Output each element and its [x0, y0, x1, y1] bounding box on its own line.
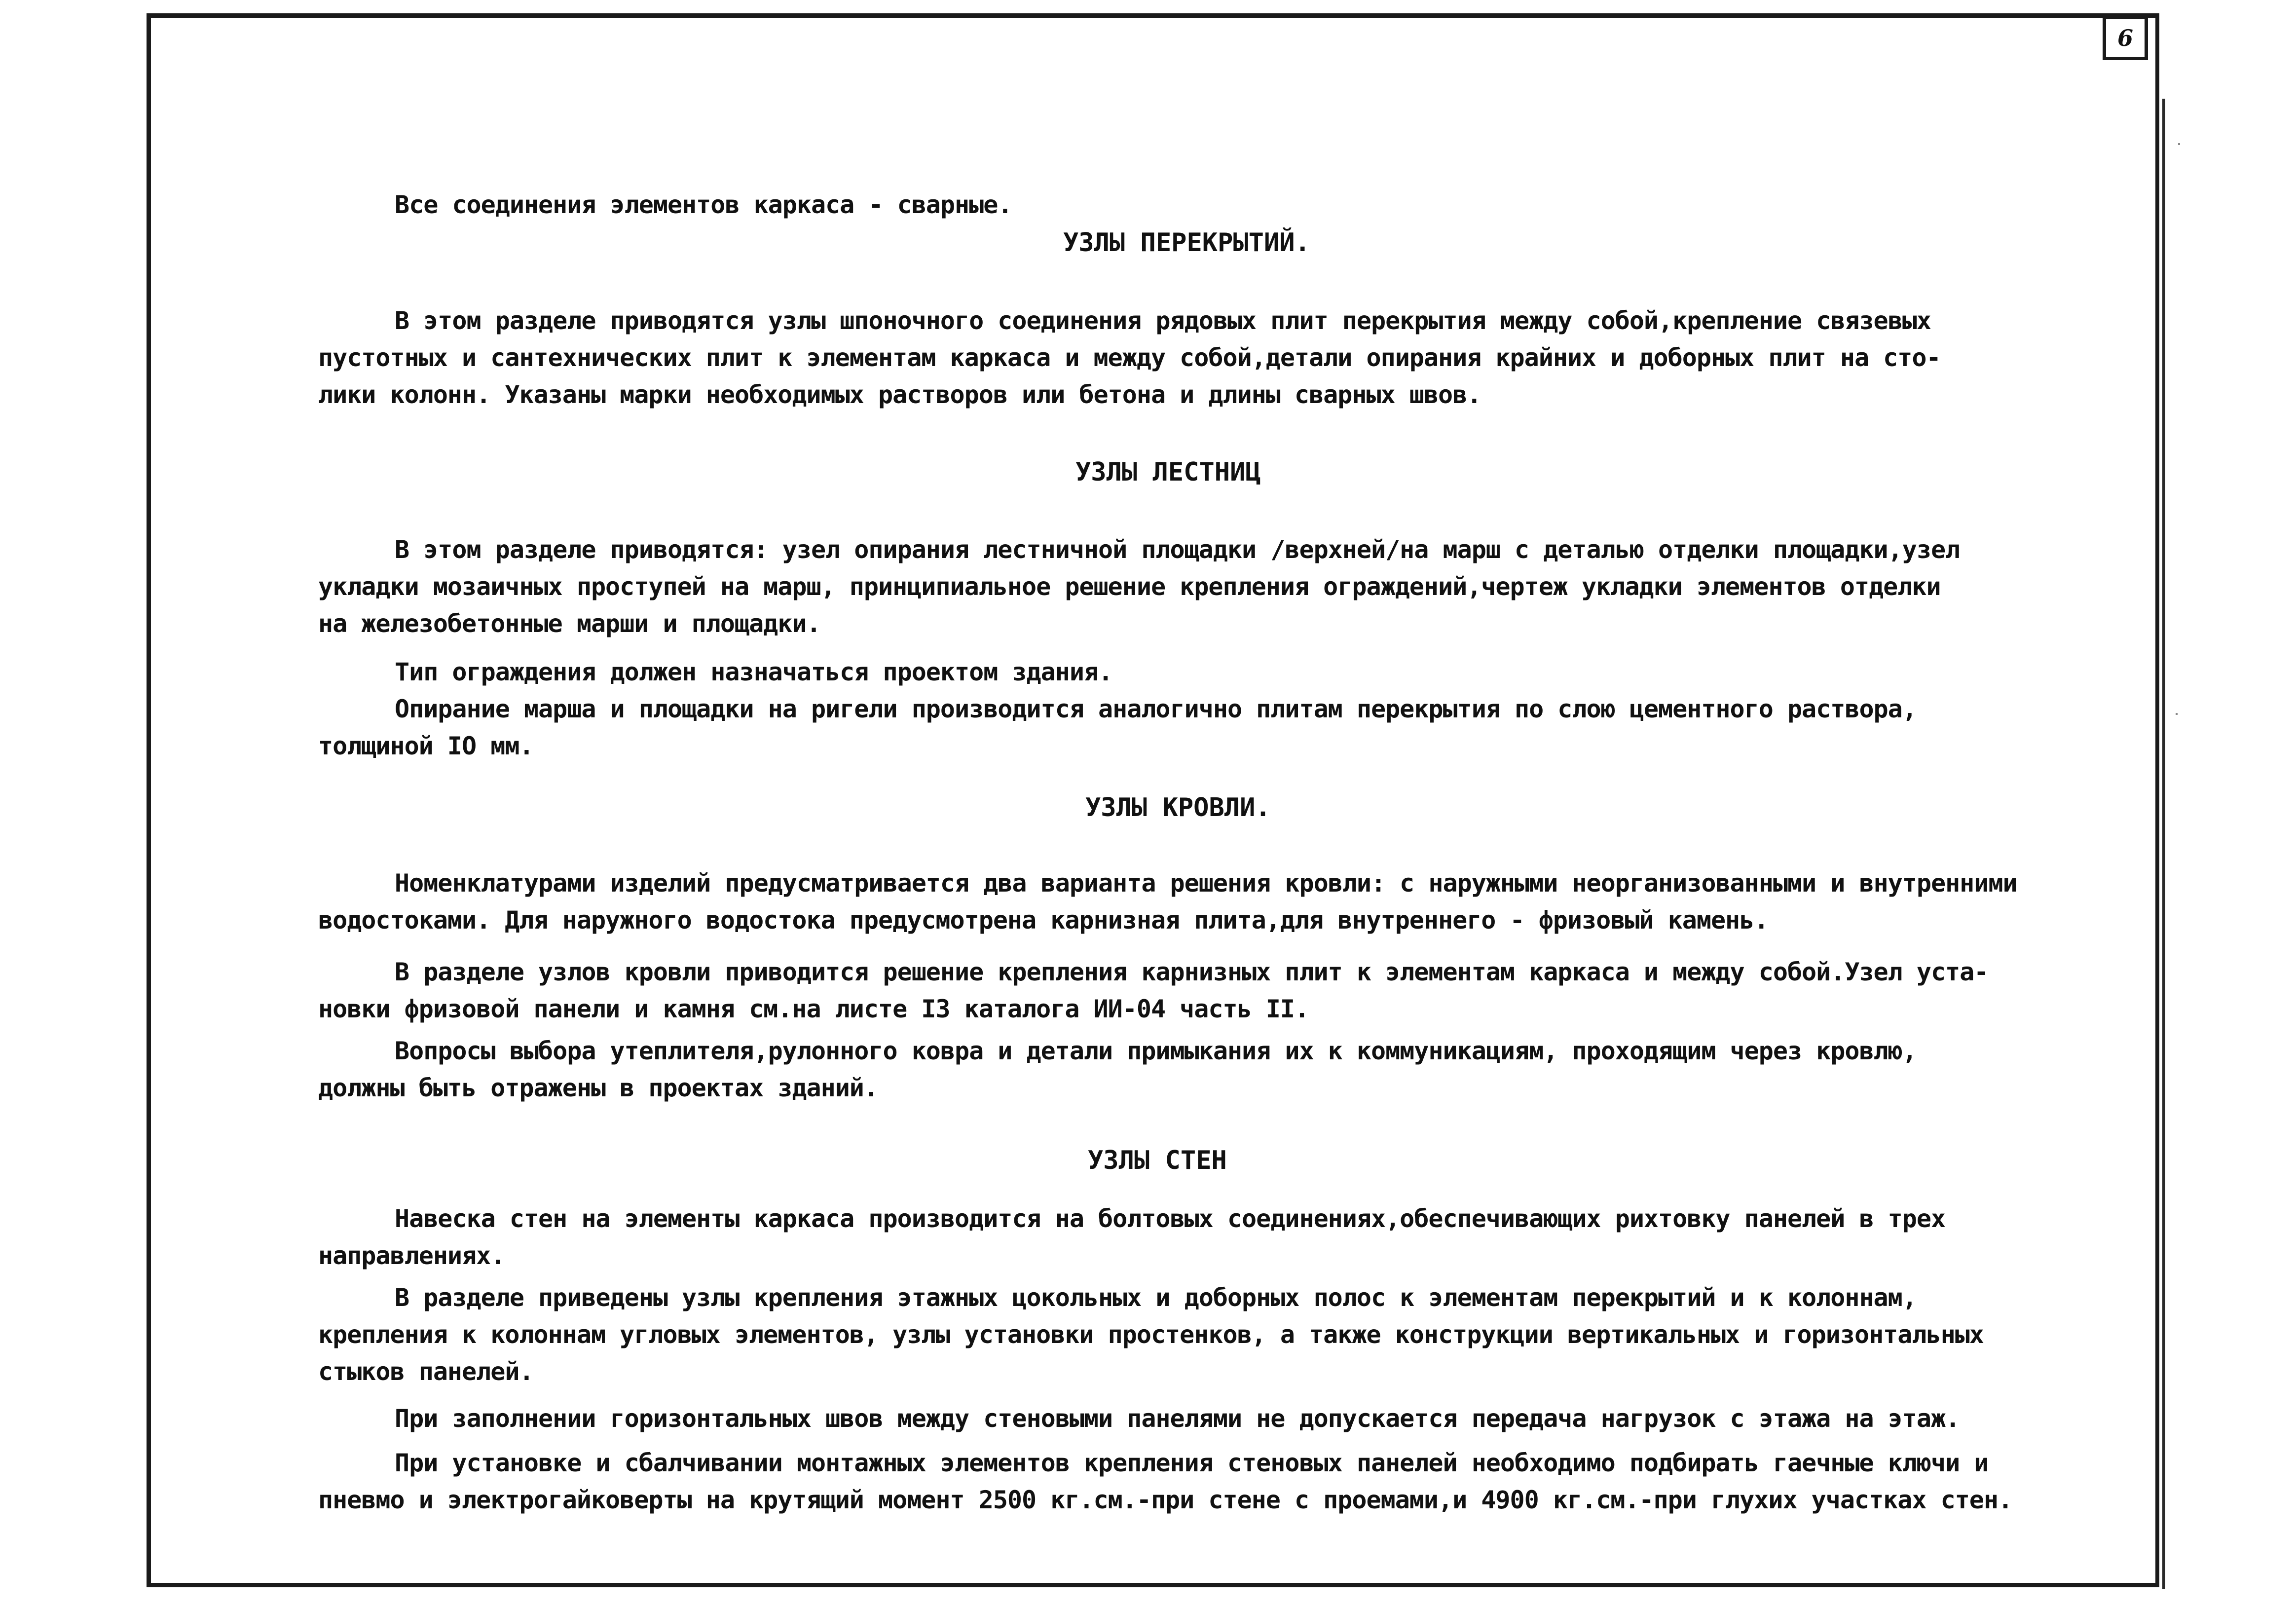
paragraph-line: Навеска стен на элементы каркаса производится на болтовых соединениях,обеспечивающих рихтовку панелей в трех — [395, 1204, 1946, 1233]
paragraph-line: пневмо и электрогайковерты на крутящий момент 2500 кг.см.-при стене с проемами,и 4900 кг.см.-при глухих участках стен. — [318, 1486, 2013, 1514]
paragraph-line: В разделе приведены узлы крепления этажных цокольных и доборных полос к элементам перекрытий и к колоннам, — [395, 1283, 1917, 1312]
stairs-paragraph-3 — [318, 691, 1917, 765]
section-heading-stairs: УЗЛЫ ЛЕСТНИЦ — [1075, 457, 1261, 487]
paragraph-line: Вопросы выбора утеплителя,рулонного ковра и детали примыкания их к коммуникациям, проходящим через кровлю, — [395, 1037, 1917, 1065]
paragraph-line: укладки мозаичных проступей на марш, принципиальное решение крепления ограждений,чертеж укладки элементов отделки — [318, 572, 1941, 601]
section-heading-floors: УЗЛЫ ПЕРЕКРЫТИЙ. — [1063, 228, 1310, 258]
roof-paragraph-3 — [318, 1033, 1917, 1107]
paragraph-line: лики колонн. Указаны марки необходимых растворов или бетона и длины сварных швов. — [318, 380, 1481, 409]
walls-paragraph-4 — [318, 1445, 2012, 1519]
paragraph-line: водостоками. Для наружного водостока предусмотрена карнизная плита,для внутреннего - фризовый камень. — [318, 906, 1769, 935]
paragraph-line: новки фризовой панели и камня см.на листе I3 каталога ИИ-04 часть II. — [318, 995, 1309, 1023]
roof-paragraph-2 — [318, 954, 1988, 1028]
paragraph-line: В разделе узлов кровли приводится решение крепления карнизных плит к элементам каркаса и между собой.Узел уста- — [395, 958, 1989, 986]
page-number — [2103, 16, 2148, 60]
frame-shadow — [2162, 99, 2165, 1589]
page-number-text: 6 — [2117, 25, 2133, 51]
paragraph-line: В этом разделе приводятся: узел опирания лестничной площадки /верхней/на марш с деталью отделки площадки,узел — [395, 535, 1960, 564]
paragraph-line: пустотных и сантехнических плит к элементам каркаса и между собой,детали опирания крайних и доборных плит на сто- — [318, 343, 1941, 372]
paragraph-line: крепления к колоннам угловых элементов, узлы установки простенков, а также конструкции вертикальных и горизонтальных — [318, 1320, 1984, 1349]
roof-paragraph-1 — [318, 865, 2017, 939]
paragraph-line: направлениях. — [318, 1241, 505, 1270]
paragraph-line: В этом разделе приводятся узлы шпоночного соединения рядовых плит перекрытия между собой,крепление связевых — [395, 306, 1931, 335]
paragraph-line: Тип ограждения должен назначаться проектом здания. — [395, 658, 1113, 686]
section-heading-roof: УЗЛЫ КРОВЛИ. — [1085, 793, 1271, 823]
stairs-paragraph-1 — [318, 531, 1960, 642]
paragraph-line: Номенклатурами изделий предусматривается два варианта решения кровли: с наружными неорганизованными и внутренними — [395, 869, 2017, 897]
paragraph-line: Опирание марша и площадки на ригели производится аналогично плитам перекрытия по слою цементного раствора, — [395, 695, 1917, 723]
section-heading-walls: УЗЛЫ СТЕН — [1088, 1146, 1227, 1175]
paragraph-line: должны быть отражены в проектах зданий. — [318, 1074, 878, 1102]
paragraph-line: на железобетонные марши и площадки. — [318, 609, 821, 638]
scan-speck — [2176, 713, 2178, 715]
intro-line: Все соединения элементов каркаса - сварные. — [395, 190, 1012, 219]
scan-speck — [2178, 143, 2180, 145]
paragraph-line: При заполнении горизонтальных швов между стеновыми панелями не допускается передача нагрузок с этажа на этаж. — [395, 1404, 1960, 1433]
paragraph-line: стыков панелей. — [318, 1357, 534, 1386]
paragraph-line: При установке и сбалчивании монтажных элементов крепления стеновых панелей необходимо подбирать гаечные ключи и — [395, 1449, 1989, 1477]
walls-paragraph-2 — [318, 1279, 1984, 1390]
stairs-paragraph-2 — [318, 654, 1112, 691]
paragraph-line: толщиной IO мм. — [318, 732, 534, 760]
walls-paragraph-1 — [318, 1200, 1945, 1274]
intro-paragraph — [318, 187, 1012, 224]
floors-paragraph — [318, 302, 1941, 413]
walls-paragraph-3 — [318, 1400, 1960, 1437]
